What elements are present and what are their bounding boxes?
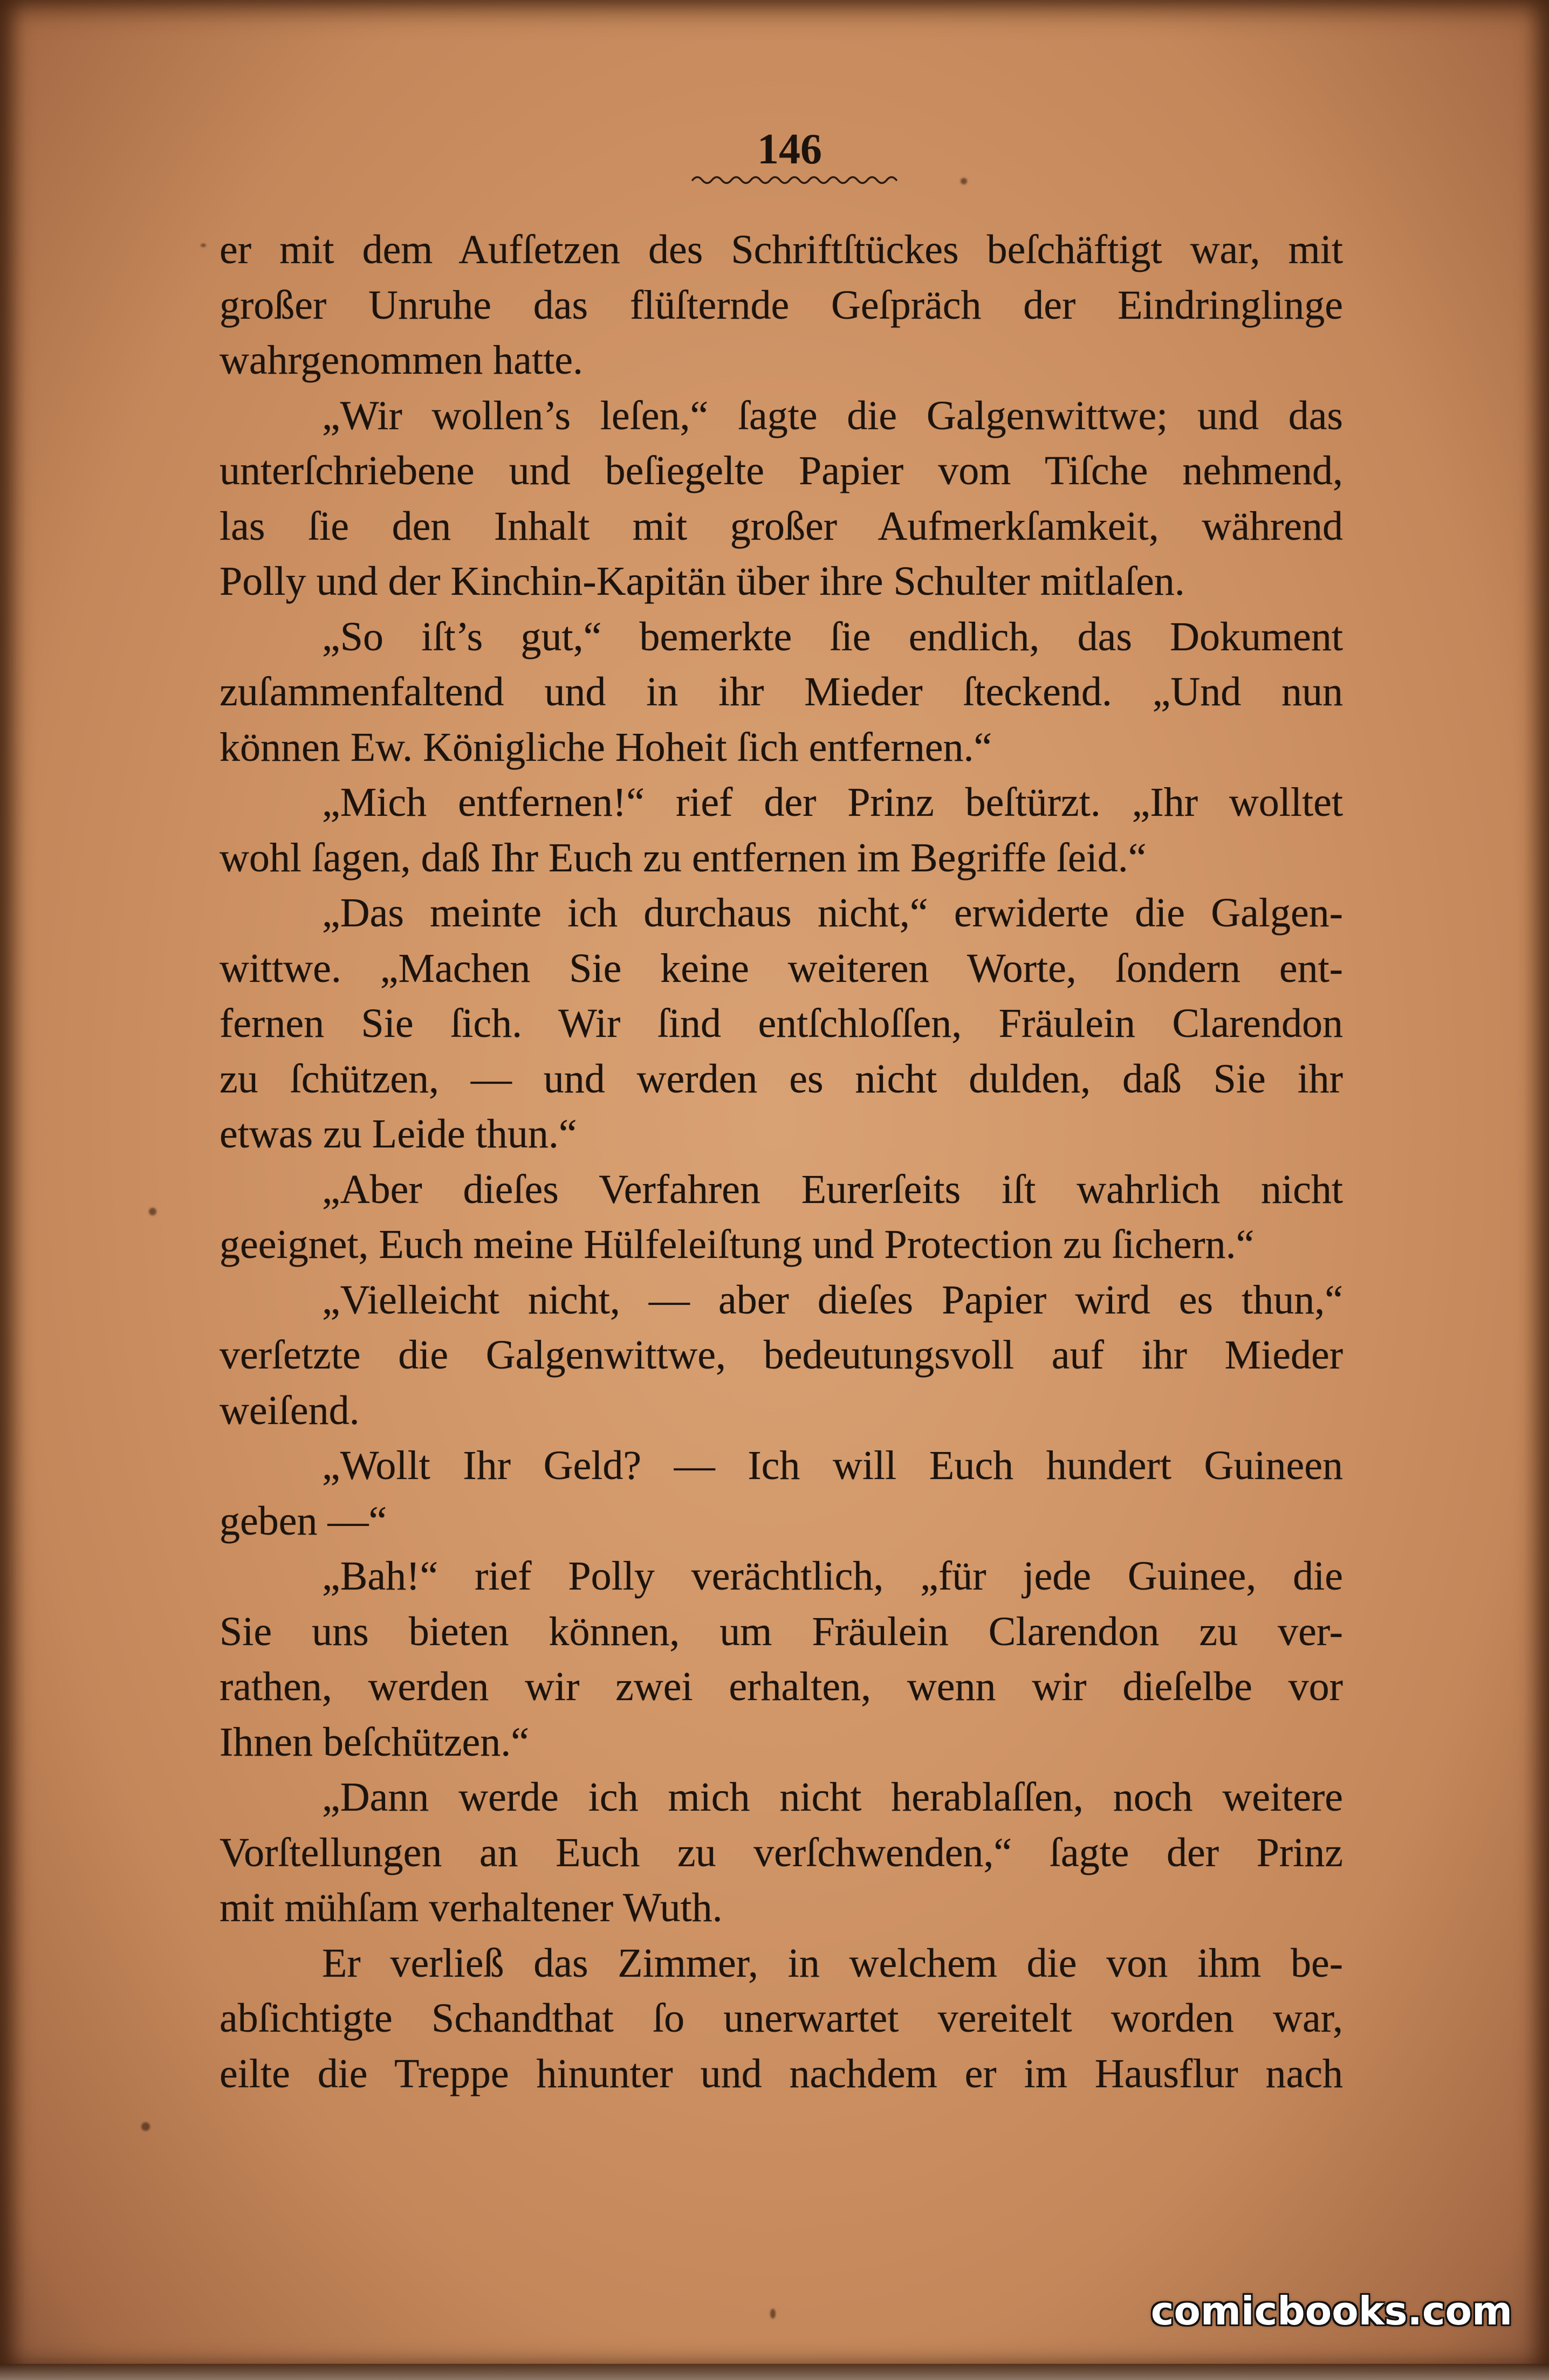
- paragraph: [220, 222, 1343, 388]
- text-line: rathen, werden wir zwei erhalten, wenn wir dieſelbe vor: [220, 1664, 1343, 1709]
- text-line: „Bah!“ rief Polly verächtlich, „für jede Guinee, die: [322, 1553, 1343, 1599]
- text-line: wittwe. „Machen Sie keine weiteren Worte, ſondern ent-: [220, 945, 1343, 991]
- paper-speck: [961, 178, 967, 184]
- paper-speck: [141, 2122, 150, 2131]
- text-line: wohl ſagen, daß Ihr Euch zu entfernen im Begriffe ſeid.“: [220, 835, 1147, 881]
- text-line: unterſchriebene und beſiegelte Papier vom Tiſche nehmend,: [220, 448, 1343, 493]
- text-line: Vorſtellungen an Euch zu verſchwenden,“ ſagte der Prinz: [220, 1829, 1343, 1875]
- text-line: er mit dem Aufſetzen des Schriftſtückes beſchäftigt war, mit: [220, 227, 1343, 272]
- paragraph: [220, 775, 1343, 885]
- text-line: „Das meinte ich durchaus nicht,“ erwiderte die Galgen-: [322, 890, 1343, 936]
- text-line: fernen Sie ſich. Wir ſind entſchloſſen, Fräulein Clarendon: [220, 1001, 1343, 1046]
- text-line: zu ſchützen, — und werden es nicht dulden, daß Sie ihr: [220, 1056, 1343, 1102]
- text-line: „Wir wollen’s leſen,“ ſagte die Galgenwittwe; und das: [322, 393, 1343, 438]
- text-line: „Aber dieſes Verfahren Eurerſeits iſt wahrlich nicht: [322, 1166, 1343, 1212]
- text-line: geben —“: [220, 1498, 387, 1544]
- text-line: mit mühſam verhaltener Wuth.: [220, 1885, 723, 1930]
- text-line: „Wollt Ihr Geld? — Ich will Euch hundert Guineen: [322, 1443, 1343, 1488]
- paper-speck: [149, 1208, 156, 1215]
- paragraph: [220, 609, 1343, 775]
- text-line: geeignet, Euch meine Hülfeleiſtung und Protection zu ſichern.“: [220, 1222, 1255, 1267]
- text-line: Er verließ das Zimmer, in welchem die von ihm be-: [322, 1940, 1343, 1986]
- text-line: großer Unruhe das flüſternde Geſpräch der Eindringlinge: [220, 282, 1343, 328]
- paragraph: [220, 1438, 1343, 1549]
- text-line: Sie uns bieten können, um Fräulein Clarendon zu ver-: [220, 1608, 1343, 1654]
- text-line: Ihnen beſchützen.“: [220, 1719, 529, 1765]
- paper-speck: [201, 244, 206, 247]
- text-line: „Mich entfernen!“ rief der Prinz beſtürzt. „Ihr wolltet: [322, 780, 1343, 825]
- paragraph: [220, 1936, 1343, 2102]
- text-line: weiſend.: [220, 1387, 360, 1433]
- page-bottom-edge: [0, 2364, 1549, 2380]
- paragraph: [220, 885, 1343, 1162]
- paragraph: [220, 1272, 1343, 1439]
- paper-speck: [770, 2309, 776, 2319]
- text-line: Polly und der Kinchin-Kapitän über ihre Schulter mitlaſen.: [220, 559, 1185, 604]
- text-line: „So iſt’s gut,“ bemerkte ſie endlich, das Dokument: [322, 614, 1343, 659]
- text-line: abſichtigte Schandthat ſo unerwartet vereitelt worden war,: [220, 1996, 1343, 2041]
- page-number: 146: [757, 126, 822, 173]
- text-line: verſetzte die Galgenwittwe, bedeutungsvoll auf ihr Mieder: [220, 1332, 1343, 1378]
- watermark: comicbooks.com: [1150, 2288, 1512, 2334]
- text-line: wahrgenommen hatte.: [220, 338, 583, 383]
- paragraph: [220, 1162, 1343, 1272]
- text-line: können Ew. Königliche Hoheit ſich entfernen.“: [220, 724, 992, 770]
- paragraph: [220, 388, 1343, 609]
- body-text: [220, 222, 1343, 2101]
- paragraph: [220, 1549, 1343, 1770]
- paragraph: [220, 1770, 1343, 1936]
- page-number-ornament: [688, 170, 901, 190]
- text-line: zuſammenfaltend und in ihr Mieder ſteckend. „Und nun: [220, 669, 1343, 714]
- text-line: eilte die Treppe hinunter und nachdem er im Hausflur nach: [220, 2051, 1343, 2096]
- text-line: las ſie den Inhalt mit großer Aufmerkſamkeit, während: [220, 503, 1343, 549]
- text-line: etwas zu Leide thun.“: [220, 1111, 577, 1157]
- text-line: „Vielleicht nicht, — aber dieſes Papier wird es thun,“: [322, 1277, 1343, 1323]
- text-line: „Dann werde ich mich nicht herablaſſen, noch weitere: [322, 1774, 1343, 1820]
